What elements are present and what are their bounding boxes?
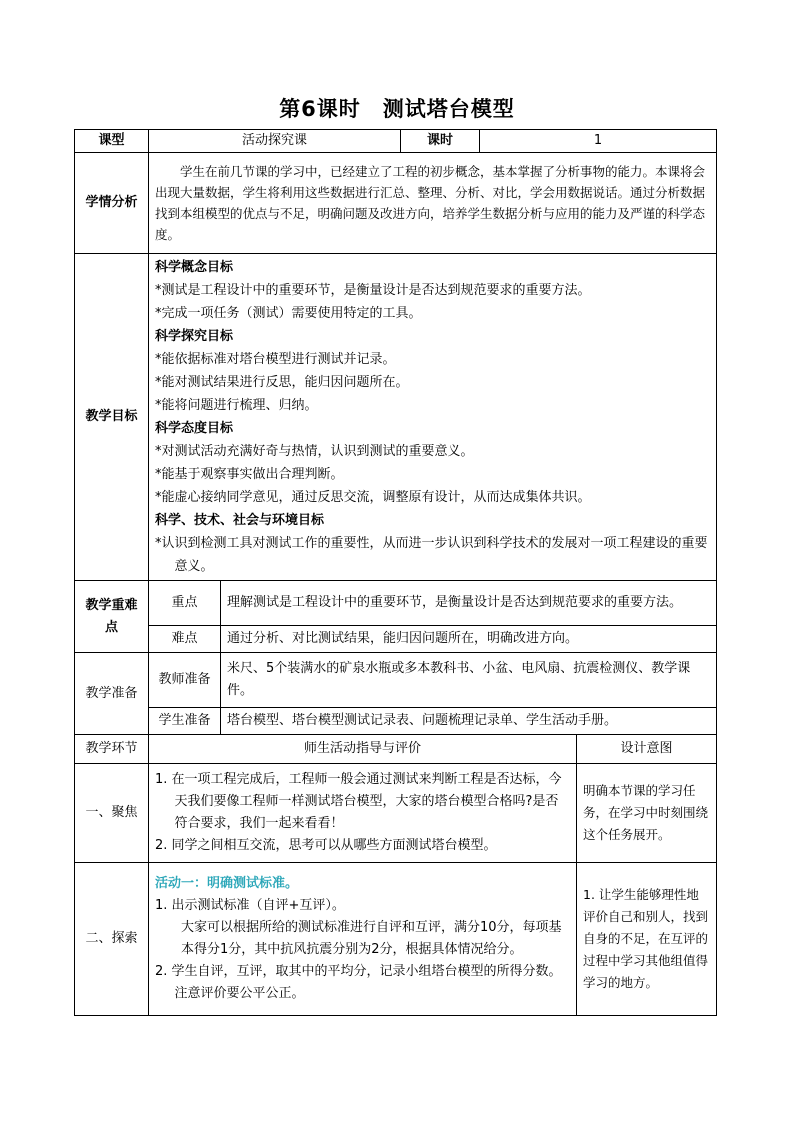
goals-cell (149, 254, 717, 581)
activity-header: 师生活动指导与评价 (149, 735, 577, 764)
stage-intent: 1. 让学生能够理性地评价自己和别人，找到自身的不足，在互评的过程中学习其他组值得学习的地方。 (577, 863, 717, 1016)
keypoints-label: 教学重难点 (75, 581, 149, 653)
student-prep-text: 塔台模型、塔台模型测试记录表、问题梳理记录单、学生活动手册。 (221, 708, 717, 735)
difficulty-text: 通过分析、对比测试结果，能归因问题所在，明确改进方向。 (221, 626, 717, 653)
analysis-cell (149, 153, 717, 254)
stage-name: 一、聚焦 (75, 764, 149, 863)
goals-label: 教学目标 (75, 254, 149, 581)
goal-item: *测试是工程设计中的重要环节，是衡量设计是否达到规范要求的重要方法。 (155, 283, 591, 298)
stage-item-detail: 大家可以根据所给的测试标准进行自评和互评，满分10分，每项基本得分1分，其中抗风抗震分别为2分，根据具体情况给分。 (181, 920, 562, 957)
goal-item: *能对测试结果进行反思，能归因问题所在。 (155, 375, 409, 390)
activity-title: 活动一：明确测试标准。 (155, 876, 299, 891)
stage-item: 1. 在一项工程完成后，工程师一般会通过测试来判断工程是否达标，今天我们要像工程师一样测试塔台模型，大家的塔台模型合格吗?是否符合要求，我们一起来看看！ (155, 772, 562, 831)
stage-activity-cell (149, 863, 577, 1016)
key-label: 重点 (149, 581, 221, 626)
analysis-text: 学生在前几节课的学习中，已经建立了工程的初步概念，基本掌握了分析事物的能力。本课将会出现大量数据，学生将利用这些数据进行汇总、整理、分析、对比，学会用数据说话。通过分析数据找到本组模型的优点与不足，明确问题及改进方向，培养学生数据分析与应用的能力及严谨的科学态度。 (155, 164, 706, 242)
process-header-row (75, 735, 717, 764)
goal-item: *能依据标准对塔台模型进行测试并记录。 (155, 352, 396, 367)
difficulty-row (75, 626, 717, 653)
stage-intent: 明确本节课的学习任务，在学习中时刻围绕这个任务展开。 (577, 764, 717, 863)
goal-item: *完成一项任务（测试）需要使用特定的工具。 (155, 306, 422, 321)
stage-item: 1. 出示测试标准（自评+互评）。 (155, 898, 345, 913)
goal-item: *能基于观察事实做出合理判断。 (155, 467, 344, 482)
key-text: 理解测试是工程设计中的重要环节，是衡量设计是否达到规范要求的重要方法。 (221, 581, 717, 626)
lesson-type-row (75, 130, 717, 153)
keypoint-row (75, 581, 717, 626)
analysis-label: 学情分析 (75, 153, 149, 254)
stage-item: 2. 同学之间相互交流，思考可以从哪些方面测试塔台模型。 (155, 838, 497, 853)
stage-item: 2. 学生自评，互评，取其中的平均分，记录小组塔台模型的所得分数。注意评价要公平公正。 (155, 964, 562, 1001)
lesson-hours-label: 课时 (401, 130, 480, 153)
lesson-type-value: 活动探究课 (149, 130, 401, 153)
intent-header: 设计意图 (577, 735, 717, 764)
lesson-type-label: 课型 (75, 130, 149, 153)
goal-item: *能将问题进行梳理、归纳。 (155, 398, 318, 413)
page-title: 第6课时 测试塔台模型 (279, 97, 515, 121)
student-prep-label: 学生准备 (149, 708, 221, 735)
stage-name: 二、探索 (75, 863, 149, 1016)
goal-heading: 科学、技术、社会与环境目标 (155, 513, 325, 528)
prep-label: 教学准备 (75, 653, 149, 735)
goal-item: *认识到检测工具对测试工作的重要性，从而进一步认识到科学技术的发展对一项工程建设的重要意义。 (155, 536, 708, 574)
teacher-prep-text: 米尺、5个装满水的矿泉水瓶或多本教科书、小盆、电风扇、抗震检测仪、教学课件。 (221, 653, 717, 708)
teacher-prep-label: 教师准备 (149, 653, 221, 708)
goal-item: *对测试活动充满好奇与热情，认识到测试的重要意义。 (155, 444, 474, 459)
teacher-prep-row (75, 653, 717, 708)
analysis-row (75, 153, 717, 254)
stage-activity-cell (149, 764, 577, 863)
stage-header: 教学环节 (75, 735, 149, 764)
goal-heading: 科学探究目标 (155, 329, 234, 344)
lesson-plan-table (74, 129, 717, 1016)
goal-heading: 科学概念目标 (155, 260, 234, 275)
lesson-hours-value: 1 (480, 130, 717, 153)
goal-heading: 科学态度目标 (155, 421, 234, 436)
goals-row (75, 254, 717, 581)
student-prep-row (75, 708, 717, 735)
difficulty-label: 难点 (149, 626, 221, 653)
goal-item: *能虚心接纳同学意见，通过反思交流，调整原有设计，从而达成集体共识。 (155, 490, 591, 505)
stage-row-focus (75, 764, 717, 863)
stage-row-explore (75, 863, 717, 1016)
